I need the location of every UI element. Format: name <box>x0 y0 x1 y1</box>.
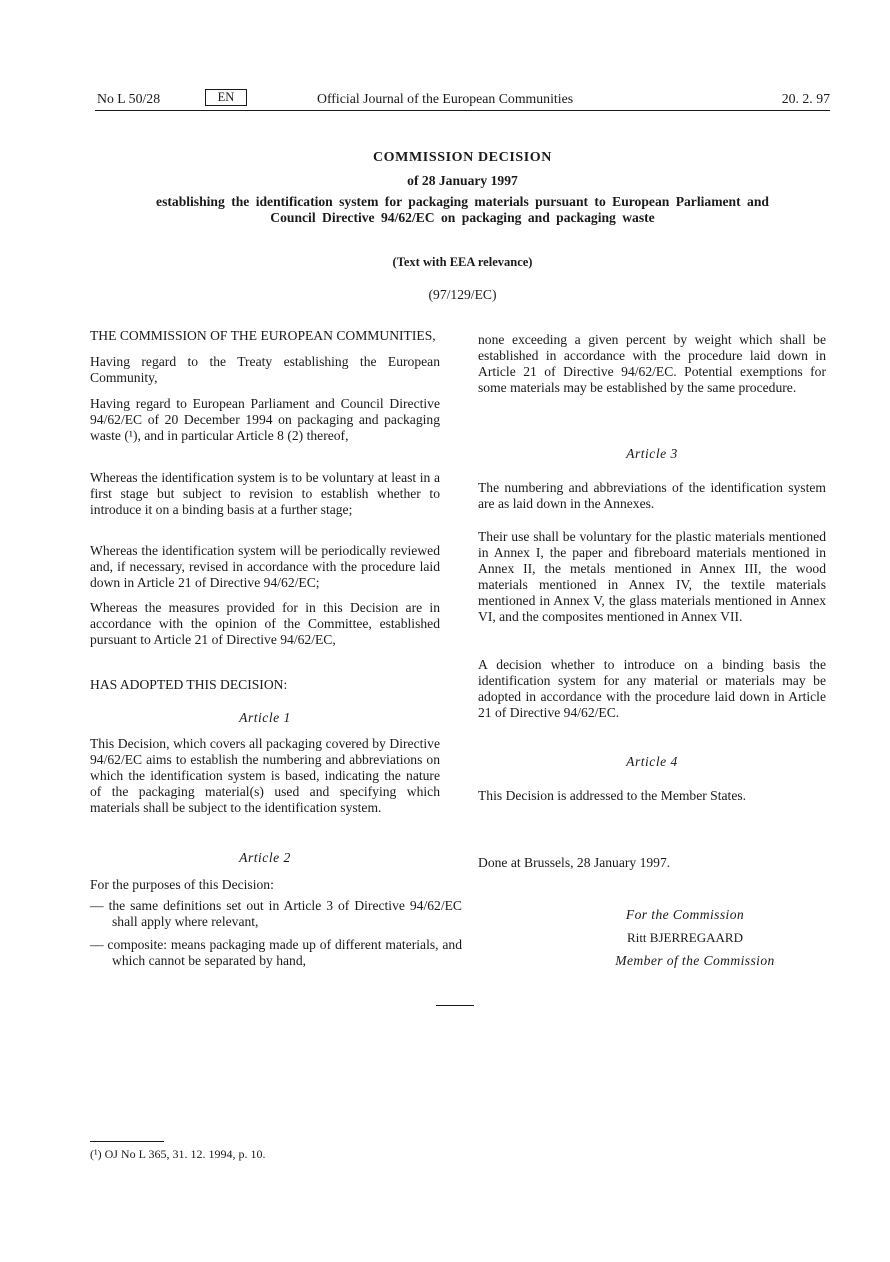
signatory-name: Ritt BJERREGAARD <box>627 930 743 945</box>
article-2-composite-item: — composite: means packaging made up of different materials, and which cannot be separated by hand, <box>90 937 462 968</box>
document-subject: establishing the identification system for packaging materials pursuant to European Parliament and Council Directive 94/62/EC on packaging and packaging waste <box>156 194 769 225</box>
document-reference: (97/129/EC) <box>428 287 497 302</box>
article-2-intro: For the purposes of this Decision: <box>90 877 274 892</box>
language-badge: EN <box>205 89 247 106</box>
article-2-heading: Article 2 <box>239 850 291 865</box>
article-3-paragraph-3: A decision whether to introduce on a binding basis the identification system for any material or materials may be adopted in accordance with the procedure laid down in Article 21 of Directive 94/62/EC. <box>478 657 826 720</box>
article-3-paragraph-2: Their use shall be voluntary for the plastic materials mentioned in Annex I, the paper and fibreboard materials mentioned in Annex II, the metals mentioned in Annex III, the wood materials mentioned in Annex IV, the textile materials mentioned in Annex V, the glass materials mentioned in Annex VI, and the composites mentioned in Annex VII. <box>478 529 826 624</box>
recital-voluntary: Whereas the identification system is to be voluntary at least in a first stage but subject to revision to establish whether to introduce it on a binding basis at a further stage; <box>90 470 440 517</box>
footnote-divider <box>90 1141 164 1142</box>
document-title: COMMISSION DECISION <box>372 150 553 165</box>
recital-treaty: Having regard to the Treaty establishing the European Community, <box>90 354 440 385</box>
publication-date: 20. 2. 97 <box>781 91 830 106</box>
header-divider <box>95 110 830 111</box>
article-3-heading: Article 3 <box>626 446 678 461</box>
page-reference: No L 50/28 <box>97 91 161 106</box>
document-date-line: of 28 January 1997 <box>407 173 518 188</box>
recital-directive: Having regard to European Parliament and Council Directive 94/62/EC of 20 December 1994 on packaging and packaging waste (¹), and in particular Article 8 (2) thereof, <box>90 396 440 443</box>
footnote: (¹) OJ No L 365, 31. 12. 1994, p. 10. <box>90 1147 266 1161</box>
article-4-heading: Article 4 <box>626 754 678 769</box>
journal-title: Official Journal of the European Communities <box>317 91 574 106</box>
recital-committee: Whereas the measures provided for in this Decision are in accordance with the opinion of the Committee, established pursuant to Article 21 of Directive 94/62/EC, <box>90 600 440 647</box>
commission-intro: THE COMMISSION OF THE EUROPEAN COMMUNITIES, <box>90 328 436 343</box>
done-at-line: Done at Brussels, 28 January 1997. <box>478 855 671 870</box>
article-1-text: This Decision, which covers all packaging covered by Directive 94/62/EC aims to establish the numbering and abbreviations on which the identification system is based, indicating the nature of the packaging material(s) used and specifying which materials shall be subject to the identification system. <box>90 736 440 815</box>
adopted-statement: HAS ADOPTED THIS DECISION: <box>90 677 288 692</box>
recital-review: Whereas the identification system will be periodically reviewed and, if necessary, revised in accordance with the procedure laid down in Article 21 of Directive 94/62/EC; <box>90 543 440 590</box>
article-1-heading: Article 1 <box>239 710 291 725</box>
signatory-role: Member of the Commission <box>615 953 775 968</box>
end-divider <box>436 1005 474 1006</box>
signature-for: For the Commission <box>625 907 745 922</box>
eea-relevance-note: (Text with EEA relevance) <box>392 255 533 269</box>
article-4-text: This Decision is addressed to the Member States. <box>478 788 747 803</box>
article-3-paragraph-1: The numbering and abbreviations of the identification system are as laid down in the Annexes. <box>478 480 826 511</box>
article-2-continuation: none exceeding a given percent by weight which shall be established in accordance with the procedure laid down in Article 21 of Directive 94/62/EC. Potential exemptions for some materials may be established by the same procedure. <box>478 332 826 395</box>
article-2-definition-item: — the same definitions set out in Article 3 of Directive 94/62/EC shall apply where relevant, <box>90 898 462 929</box>
